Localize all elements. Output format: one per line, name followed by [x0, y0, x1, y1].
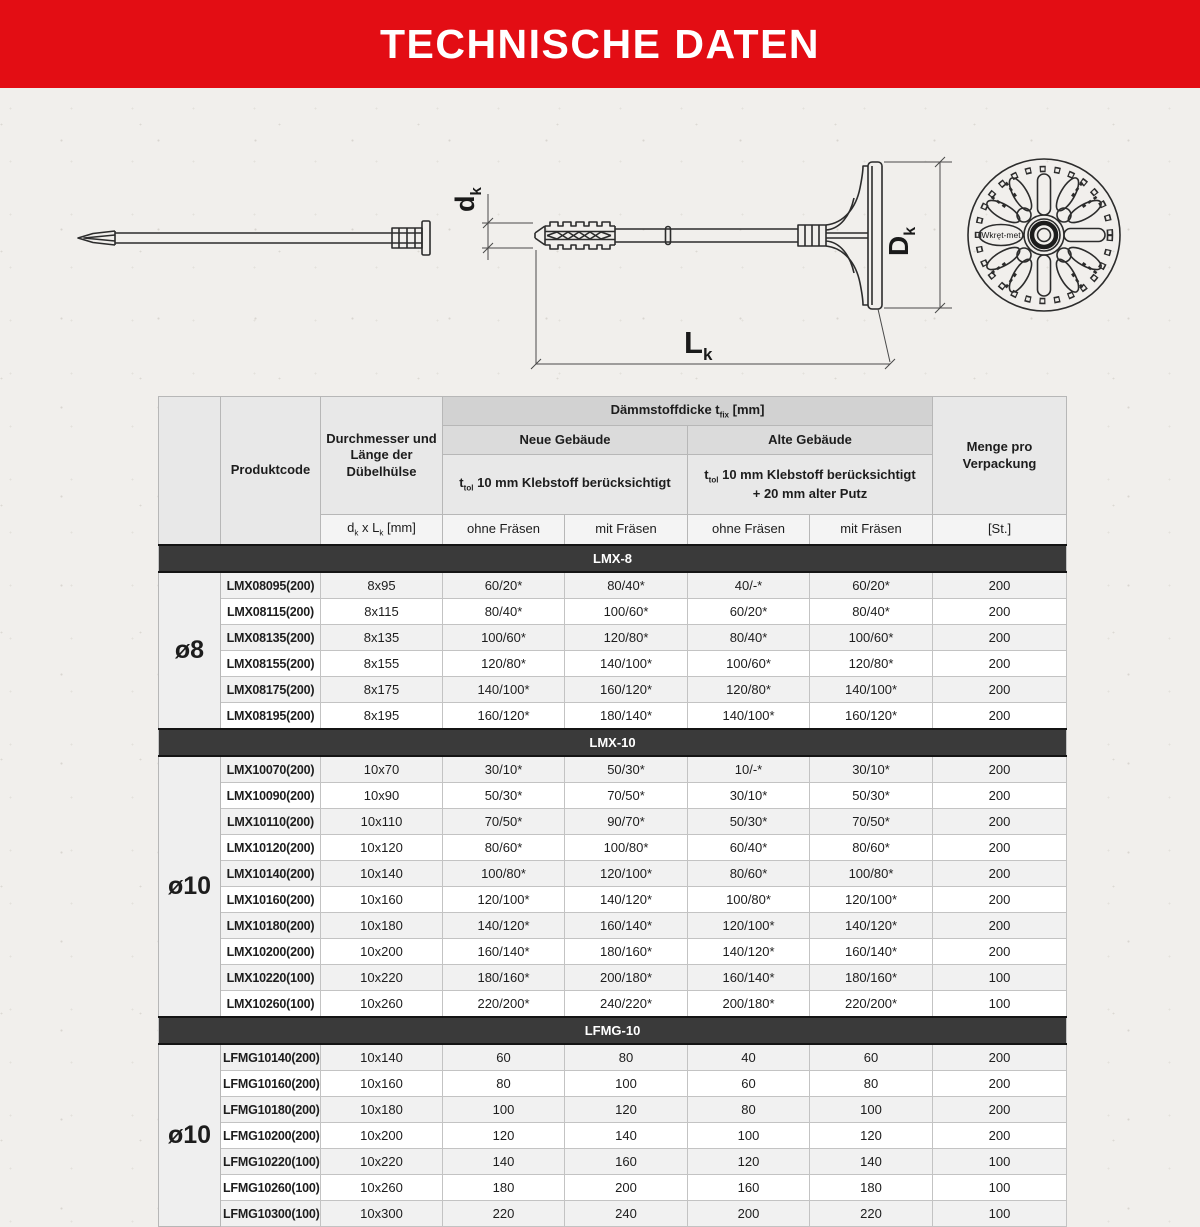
size-cell: 10x90	[321, 783, 443, 809]
product-code-cell: LFMG10140(200)	[221, 1044, 321, 1071]
table-row	[159, 783, 1067, 809]
value-cell: 120/80*	[810, 651, 933, 677]
value-cell: 100/60*	[810, 625, 933, 651]
value-cell: 160/120*	[443, 703, 565, 730]
size-cell: 10x70	[321, 756, 443, 783]
value-cell: 100/60*	[443, 625, 565, 651]
value-cell: 120/100*	[443, 887, 565, 913]
value-cell: 100/60*	[565, 599, 688, 625]
product-code-cell: LMX10260(100)	[221, 991, 321, 1018]
table-body	[159, 545, 1067, 1227]
product-code-cell: LMX08135(200)	[221, 625, 321, 651]
value-cell: 60/20*	[688, 599, 810, 625]
size-cell: 8x115	[321, 599, 443, 625]
size-cell: 10x220	[321, 1149, 443, 1175]
qty-cell: 200	[933, 625, 1067, 651]
size-cell: 10x260	[321, 1175, 443, 1201]
product-code-cell: LMX08095(200)	[221, 572, 321, 599]
qty-cell: 200	[933, 599, 1067, 625]
table-row	[159, 965, 1067, 991]
table-row	[159, 1097, 1067, 1123]
value-cell: 200	[565, 1175, 688, 1201]
table-row	[159, 599, 1067, 625]
daemmstoffdicke-header: Dämmstoffdicke $t_{fix}$ [mm]	[443, 397, 933, 426]
value-cell: 60/40*	[688, 835, 810, 861]
table-row	[159, 1175, 1067, 1201]
diameter-column-header	[159, 397, 221, 546]
qty-cell: 200	[933, 1044, 1067, 1071]
diameter-cell: ø10	[159, 756, 221, 1017]
value-cell: 120	[810, 1123, 933, 1149]
table-row	[159, 625, 1067, 651]
technical-drawing-svg	[0, 92, 1200, 402]
qty-cell: 200	[933, 1071, 1067, 1097]
value-cell: 180/160*	[443, 965, 565, 991]
size-cell: 10x200	[321, 939, 443, 965]
value-cell: 100	[565, 1071, 688, 1097]
table-row	[159, 1044, 1067, 1071]
value-cell: 10/-*	[688, 756, 810, 783]
qty-cell: 200	[933, 1097, 1067, 1123]
diameter-cell: ø10	[159, 1044, 221, 1227]
product-code-cell: LFMG10300(100)	[221, 1201, 321, 1227]
section-band: LMX-10	[159, 729, 1067, 756]
value-cell: 240	[565, 1201, 688, 1227]
size-cell: 10x300	[321, 1201, 443, 1227]
value-cell: 80/60*	[810, 835, 933, 861]
value-cell: 100/80*	[810, 861, 933, 887]
table-row	[159, 703, 1067, 730]
product-code-cell: LMX10140(200)	[221, 861, 321, 887]
anchor-side-view	[535, 162, 882, 309]
size-cell: 10x160	[321, 887, 443, 913]
product-code-cell: LFMG10200(200)	[221, 1123, 321, 1149]
value-cell: 60	[443, 1044, 565, 1071]
qty-cell: 200	[933, 572, 1067, 599]
size-cell: 10x120	[321, 835, 443, 861]
size-cell: 10x200	[321, 1123, 443, 1149]
value-cell: 160/140*	[810, 939, 933, 965]
value-cell: 80/40*	[810, 599, 933, 625]
table-row	[159, 887, 1067, 913]
value-cell: 140/100*	[810, 677, 933, 703]
Dk-dimension-label: $D_k$	[883, 226, 919, 256]
value-cell: 30/10*	[810, 756, 933, 783]
size-cell: 10x140	[321, 861, 443, 887]
dk-dimension	[450, 187, 533, 261]
product-code-cell: LMX10110(200)	[221, 809, 321, 835]
value-cell: 160/120*	[565, 677, 688, 703]
value-cell: 160/140*	[688, 965, 810, 991]
product-code-cell: LMX10200(200)	[221, 939, 321, 965]
value-cell: 100/80*	[443, 861, 565, 887]
value-cell: 100/60*	[688, 651, 810, 677]
value-cell: 140/100*	[565, 651, 688, 677]
value-cell: 140/120*	[688, 939, 810, 965]
mit-fraesen-subheader-2: mit Fräsen	[810, 515, 933, 546]
value-cell: 50/30*	[688, 809, 810, 835]
value-cell: 160/120*	[810, 703, 933, 730]
alte-gebaeude-header: Alte Gebäude	[688, 426, 933, 455]
value-cell: 60	[688, 1071, 810, 1097]
value-cell: 160	[565, 1149, 688, 1175]
value-cell: 90/70*	[565, 809, 688, 835]
qty-cell: 200	[933, 677, 1067, 703]
qty-cell: 100	[933, 991, 1067, 1018]
value-cell: 140	[443, 1149, 565, 1175]
section-band: LMX-8	[159, 545, 1067, 572]
value-cell: 140/120*	[443, 913, 565, 939]
value-cell: 40/-*	[688, 572, 810, 599]
size-cell: 8x135	[321, 625, 443, 651]
value-cell: 70/50*	[565, 783, 688, 809]
table-row	[159, 1149, 1067, 1175]
product-code-cell: LFMG10180(200)	[221, 1097, 321, 1123]
value-cell: 140/100*	[688, 703, 810, 730]
plate-brand-label: Wkręt-met	[981, 230, 1021, 240]
mit-fraesen-subheader-1: mit Fräsen	[565, 515, 688, 546]
value-cell: 220	[443, 1201, 565, 1227]
value-cell: 80/60*	[443, 835, 565, 861]
value-cell: 40	[688, 1044, 810, 1071]
value-cell: 80/40*	[565, 572, 688, 599]
value-cell: 200	[688, 1201, 810, 1227]
value-cell: 120	[565, 1097, 688, 1123]
product-code-cell: LMX08115(200)	[221, 599, 321, 625]
ohne-fraesen-subheader-1: ohne Fräsen	[443, 515, 565, 546]
table-row	[159, 991, 1067, 1018]
value-cell: 120/100*	[688, 913, 810, 939]
value-cell: 80	[565, 1044, 688, 1071]
size-cell: 8x175	[321, 677, 443, 703]
size-cell: 10x160	[321, 1071, 443, 1097]
product-code-cell: LFMG10160(200)	[221, 1071, 321, 1097]
table-row	[159, 913, 1067, 939]
size-cell: 8x195	[321, 703, 443, 730]
value-cell: 30/10*	[688, 783, 810, 809]
pin-side-view	[78, 221, 430, 255]
size-cell: 10x220	[321, 965, 443, 991]
klebstoff-alt-header: $t_{tol}$ 10 mm Klebstoff berücksichtigt + 20 mm alter Putz	[688, 455, 933, 515]
produktcode-header: Produktcode	[221, 397, 321, 546]
size-cell: 10x180	[321, 913, 443, 939]
value-cell: 200/180*	[565, 965, 688, 991]
value-cell: 180/140*	[565, 703, 688, 730]
size-cell: 10x140	[321, 1044, 443, 1071]
table-row	[159, 677, 1067, 703]
value-cell: 80/60*	[688, 861, 810, 887]
qty-cell: 200	[933, 913, 1067, 939]
table-row	[159, 572, 1067, 599]
value-cell: 140/120*	[565, 887, 688, 913]
value-cell: 30/10*	[443, 756, 565, 783]
table-row	[159, 939, 1067, 965]
value-cell: 100	[443, 1097, 565, 1123]
value-cell: 80/40*	[443, 599, 565, 625]
value-cell: 50/30*	[565, 756, 688, 783]
value-cell: 240/220*	[565, 991, 688, 1018]
value-cell: 60/20*	[443, 572, 565, 599]
Lk-dimension-label: $L_k$	[684, 325, 713, 364]
value-cell: 50/30*	[443, 783, 565, 809]
product-code-cell: LMX08175(200)	[221, 677, 321, 703]
table-row	[159, 1123, 1067, 1149]
technical-data-table	[158, 396, 1067, 1227]
size-cell: 8x155	[321, 651, 443, 677]
value-cell: 120/80*	[565, 625, 688, 651]
value-cell: 80	[810, 1071, 933, 1097]
qty-cell: 200	[933, 651, 1067, 677]
value-cell: 160/140*	[443, 939, 565, 965]
qty-cell: 200	[933, 861, 1067, 887]
Lk-dimension	[531, 250, 895, 369]
size-cell: 8x95	[321, 572, 443, 599]
value-cell: 180	[443, 1175, 565, 1201]
qty-cell: 200	[933, 887, 1067, 913]
value-cell: 200/180*	[688, 991, 810, 1018]
table-row	[159, 861, 1067, 887]
value-cell: 60/20*	[810, 572, 933, 599]
value-cell: 160/140*	[565, 913, 688, 939]
value-cell: 100/80*	[565, 835, 688, 861]
value-cell: 140/100*	[443, 677, 565, 703]
page-title: TECHNISCHE DATEN	[379, 20, 821, 67]
value-cell: 120/80*	[688, 677, 810, 703]
table-row	[159, 1071, 1067, 1097]
dk-dimension-label: $d_k$	[450, 187, 485, 212]
product-code-cell: LMX10160(200)	[221, 887, 321, 913]
plate-front-view	[968, 159, 1120, 311]
durchmesser-header: Durchmesser und Länge der Dübelhülse	[321, 397, 443, 515]
table-header	[159, 397, 1067, 546]
value-cell: 140	[810, 1149, 933, 1175]
value-cell: 160	[688, 1175, 810, 1201]
product-code-cell: LMX10070(200)	[221, 756, 321, 783]
value-cell: 180/160*	[810, 965, 933, 991]
dk-lk-subheader: $d_k$ x $L_k$ [mm]	[321, 515, 443, 546]
value-cell: 180	[810, 1175, 933, 1201]
neue-gebaeude-header: Neue Gebäude	[443, 426, 688, 455]
qty-cell: 200	[933, 835, 1067, 861]
qty-cell: 200	[933, 756, 1067, 783]
value-cell: 120/80*	[443, 651, 565, 677]
value-cell: 100	[810, 1097, 933, 1123]
table-row	[159, 756, 1067, 783]
value-cell: 80/40*	[688, 625, 810, 651]
size-cell: 10x260	[321, 991, 443, 1018]
size-cell: 10x110	[321, 809, 443, 835]
qty-cell: 200	[933, 939, 1067, 965]
value-cell: 70/50*	[443, 809, 565, 835]
qty-cell: 200	[933, 1123, 1067, 1149]
product-code-cell: LMX10090(200)	[221, 783, 321, 809]
value-cell: 120/100*	[810, 887, 933, 913]
technical-drawing	[0, 92, 1200, 402]
qty-cell: 100	[933, 1201, 1067, 1227]
qty-cell: 100	[933, 1149, 1067, 1175]
value-cell: 80	[688, 1097, 810, 1123]
table-row	[159, 651, 1067, 677]
product-code-cell: LMX10220(100)	[221, 965, 321, 991]
product-code-cell: LMX08155(200)	[221, 651, 321, 677]
menge-header: Menge pro Verpackung	[933, 397, 1067, 515]
table-row	[159, 1201, 1067, 1227]
ohne-fraesen-subheader-2: ohne Fräsen	[688, 515, 810, 546]
table-row	[159, 809, 1067, 835]
value-cell: 220/200*	[810, 991, 933, 1018]
value-cell: 140	[565, 1123, 688, 1149]
product-code-cell: LMX08195(200)	[221, 703, 321, 730]
section-band: LFMG-10	[159, 1017, 1067, 1044]
value-cell: 120	[688, 1149, 810, 1175]
product-code-cell: LMX10120(200)	[221, 835, 321, 861]
product-code-cell: LFMG10220(100)	[221, 1149, 321, 1175]
product-code-cell: LFMG10260(100)	[221, 1175, 321, 1201]
value-cell: 120	[443, 1123, 565, 1149]
Dk-dimension	[883, 157, 952, 313]
klebstoff-neu-header: $t_{tol}$ 10 mm Klebstoff berücksichtigt	[443, 455, 688, 515]
product-code-cell: LMX10180(200)	[221, 913, 321, 939]
qty-cell: 200	[933, 809, 1067, 835]
diameter-cell: ø8	[159, 572, 221, 729]
value-cell: 50/30*	[810, 783, 933, 809]
value-cell: 80	[443, 1071, 565, 1097]
value-cell: 180/160*	[565, 939, 688, 965]
qty-cell: 200	[933, 783, 1067, 809]
value-cell: 220/200*	[443, 991, 565, 1018]
value-cell: 60	[810, 1044, 933, 1071]
qty-cell: 200	[933, 703, 1067, 730]
qty-cell: 100	[933, 1175, 1067, 1201]
value-cell: 70/50*	[810, 809, 933, 835]
value-cell: 220	[810, 1201, 933, 1227]
title-banner	[0, 0, 1200, 88]
value-cell: 100	[688, 1123, 810, 1149]
size-cell: 10x180	[321, 1097, 443, 1123]
qty-cell: 100	[933, 965, 1067, 991]
value-cell: 120/100*	[565, 861, 688, 887]
value-cell: 140/120*	[810, 913, 933, 939]
table-row	[159, 835, 1067, 861]
value-cell: 100/80*	[688, 887, 810, 913]
st-subheader: [St.]	[933, 515, 1067, 546]
